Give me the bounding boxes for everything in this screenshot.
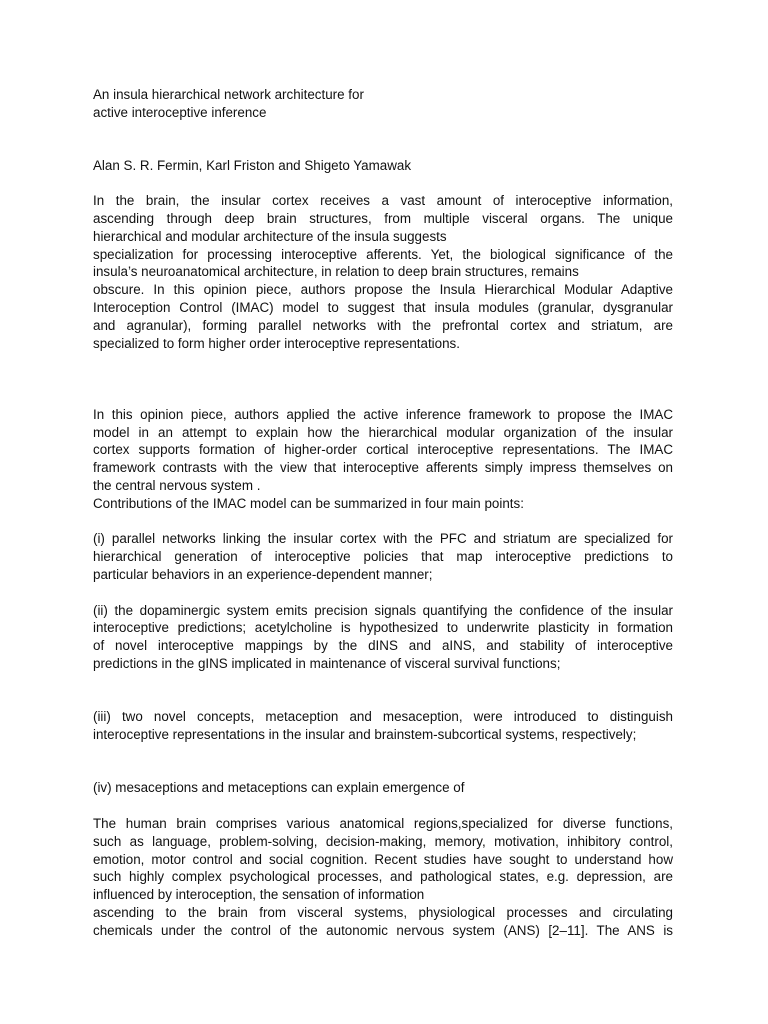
- text-line: and agranular), forming parallel networks with the prefrontal cortex and striatum, are: [93, 317, 673, 333]
- text-line: obscure. In this opinion piece, authors propose the Insula Hierarchical Modular Adaptive: [93, 282, 673, 298]
- point-i-paragraph: [93, 530, 673, 583]
- title-line: An insula hierarchical network architecture for: [93, 87, 364, 102]
- text-line: In this opinion piece, authors applied the active inference framework to propose the IMAC: [93, 406, 673, 422]
- text-line: specialized to form higher order interoceptive representations.: [93, 335, 460, 351]
- text-line: Contributions of the IMAC model can be summarized in four main points:: [93, 495, 524, 511]
- text-line: (i) parallel networks linking the insular cortex with the PFC and striatum are specialized for: [93, 531, 673, 547]
- text-line: predictions in the gINS implicated in maintenance of visceral survival functions;: [93, 655, 561, 671]
- point-ii-paragraph: [93, 602, 673, 673]
- text-line: interoceptive predictions; acetylcholine is hypothesized to underwrite plasticity in formation: [93, 620, 673, 636]
- text-line: ascending through deep brain structures, from multiple visceral organs. The unique: [93, 210, 673, 226]
- text-line: particular behaviors in an experience-dependent manner;: [93, 566, 433, 582]
- text-line: insula’s neuroanatomical architecture, in relation to deep brain structures, remains: [93, 264, 579, 280]
- document-title: [93, 86, 673, 122]
- text-line: interoceptive representations in the insular and brainstem-subcortical systems, respectively;: [93, 727, 637, 743]
- summary-paragraph: [93, 406, 673, 513]
- text-line: In the brain, the insular cortex receives a vast amount of interoceptive information,: [93, 193, 673, 209]
- introduction-paragraph: [93, 815, 673, 940]
- text-line: The human brain comprises various anatomical regions,specialized for diverse functions,: [93, 816, 673, 832]
- text-line: the central nervous system .: [93, 477, 261, 493]
- text-line: framework contrasts with the view that interoceptive afferents simply impress themselves on: [93, 460, 673, 476]
- text-line: of novel interoceptive mappings by the dINS and aINS, and stability of interoceptive: [93, 638, 673, 654]
- authors: Alan S. R. Fermin, Karl Friston and Shigeto Yamawak: [93, 157, 412, 173]
- text-line: cortex supports formation of higher-order cortical interoceptive representations. The IMAC: [93, 442, 673, 458]
- text-line: such as language, problem-solving, decision-making, memory, motivation, inhibitory control,: [93, 833, 673, 849]
- text-line: (ii) the dopaminergic system emits precision signals quantifying the confidence of the insular: [93, 602, 673, 618]
- text-line: emotion, motor control and social cognition. Recent studies have sought to understand how: [93, 851, 673, 867]
- text-line: specialization for processing interoceptive afferents. Yet, the biological significance of the: [93, 246, 673, 262]
- text-line: model in an attempt to explain how the hierarchical modular organization of the insular: [93, 424, 673, 440]
- text-line: chemicals under the control of the autonomic nervous system (ANS) [2–11]. The ANS is: [93, 922, 673, 938]
- text-line: influenced by interoception, the sensation of information: [93, 887, 425, 903]
- text-line: (iv) mesaceptions and metaceptions can explain emergence of: [93, 780, 465, 796]
- text-line: hierarchical and modular architecture of the insula suggests: [93, 228, 447, 244]
- abstract-paragraph: [93, 192, 673, 352]
- text-line: hierarchical generation of interoceptive policies that map interoceptive predictions to: [93, 549, 673, 565]
- point-iv-paragraph: [93, 779, 673, 797]
- text-line: (iii) two novel concepts, metaception and mesaception, were introduced to distinguish: [93, 709, 673, 725]
- title-line: active interoceptive inference: [93, 104, 267, 120]
- text-line: such highly complex psychological processes, and pathological states, e.g. depression, are: [93, 869, 673, 885]
- text-line: ascending to the brain from visceral systems, physiological processes and circulating: [93, 905, 673, 921]
- text-line: Interoception Control (IMAC) model to suggest that insula modules (granular, dysgranular: [93, 299, 673, 315]
- document-page: [93, 86, 673, 940]
- point-iii-paragraph: [93, 708, 673, 744]
